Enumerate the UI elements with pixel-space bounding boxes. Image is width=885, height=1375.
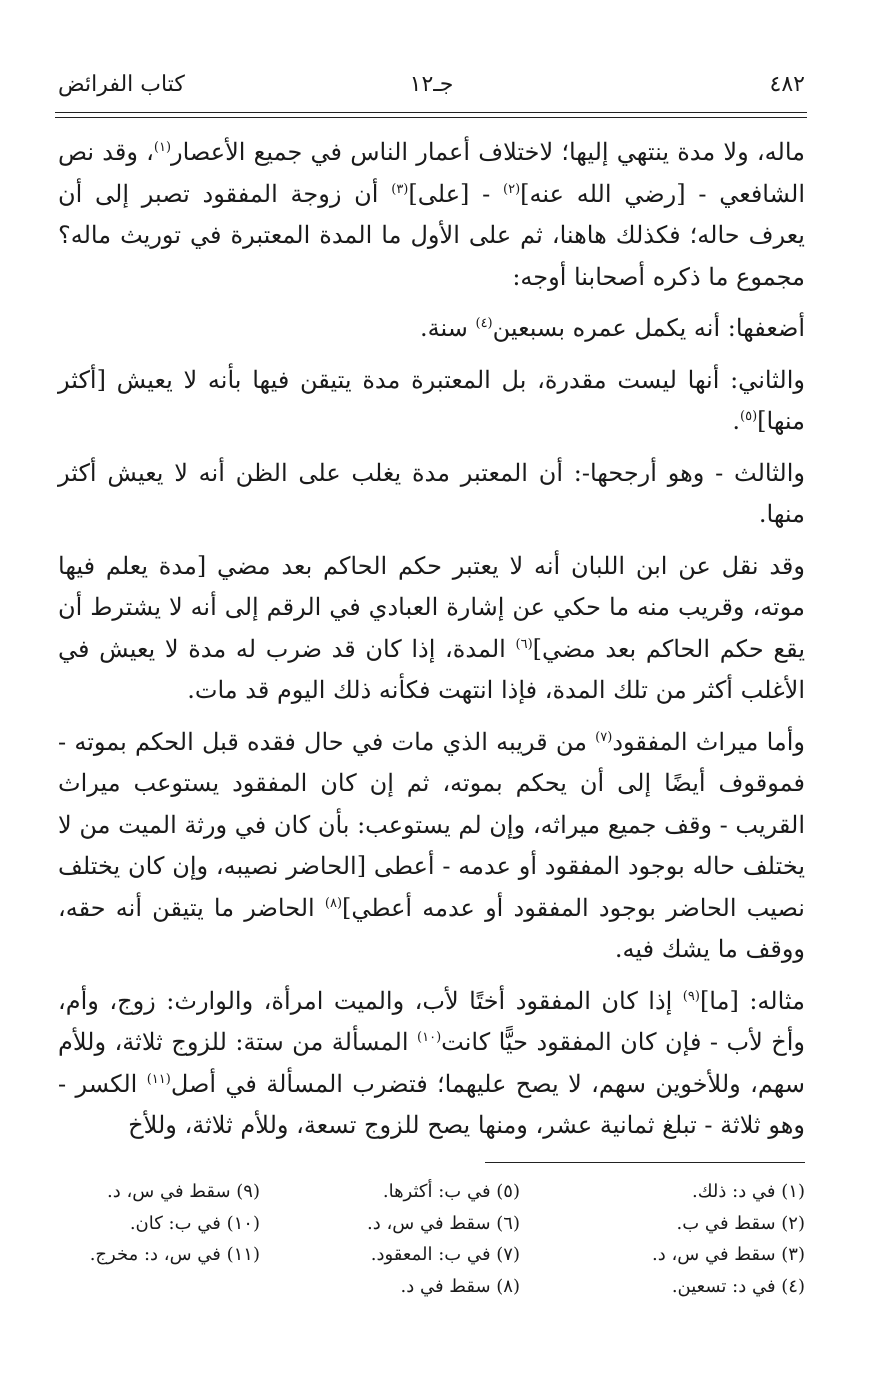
text-run: من قريبه الذي مات في حال فقده قبل الحكم بموته - فموقوف أيضًا إلى أن يحكم بموته، ثم إن كان المفقود يستوعب ميراث القريب - وقف جميع ميراثه، وإن لم يستوعب: بأن كان في ورثة الميت من لا يختلف حاله بوجود المفقود أو عدمه - أعطى [الحاضر نصيبه، وإن كان يختلف نصيب الحاضر بوجود المفقود أو عدمه أعطي]	[58, 727, 805, 922]
text-run: - [على]	[408, 179, 504, 208]
footnote: (٢) سقط في ب.	[676, 1212, 805, 1234]
text-run: وقد نقل عن ابن اللبان أنه لا يعتبر حكم الحاكم بعد مضي [مدة يعلم فيها موته، وقريب منه ما حكي عن إشارة العبادي في الرقم إلى أنه لا يشترط أن يقع حكم الحاكم بعد مضي]	[58, 551, 806, 663]
footnote-ref: (٥)	[740, 409, 758, 424]
text-run: ، وقد نص الشافعي - [رضي الله عنه]	[58, 138, 805, 208]
page-number: ٤٨٢	[769, 72, 805, 97]
footnote: (١) في د: ذلك.	[692, 1181, 805, 1202]
footnote-ref: (٧)	[595, 729, 613, 745]
footnote-column-1	[555, 1176, 805, 1302]
text-run: الكسر - وهو ثلاثة - تبلغ ثمانية عشر، ومنها يصح للزوج تسعة، وللأم ثلاثة، وللأخ	[58, 1069, 805, 1139]
text-run: المسألة من ستة: للزوج ثلاثة، وللأم سهم، وللأخوين سهم، لا يصح عليهما؛ فتضرب المسألة في أصل	[58, 1028, 805, 1098]
header-rule-top	[55, 112, 807, 113]
text-run: وأما ميراث المفقود	[612, 727, 805, 756]
footnote: (٧) في ب: المعقود.	[370, 1244, 520, 1265]
footnote-ref: (٤)	[475, 316, 493, 331]
footnote: (٤) في د: تسعين.	[671, 1275, 805, 1297]
running-header	[58, 72, 805, 106]
text-run: .	[732, 407, 741, 435]
footnote: (٨) سقط في د.	[400, 1275, 520, 1297]
text-run: والثاني: أنها ليست مقدرة، بل المعتبرة مدة يتيقن فيها بأنه لا يعيش [أكثر منها]	[58, 365, 805, 435]
footnote: (٣) سقط في س، د.	[651, 1244, 805, 1265]
paragraph	[58, 308, 805, 350]
paragraph	[58, 360, 805, 443]
footnote-ref: (٩)	[682, 988, 700, 1004]
book-title: كتاب الفرائض	[58, 72, 185, 97]
footnote-column-2	[270, 1176, 520, 1302]
footnote: (٦) سقط في س، د.	[366, 1212, 520, 1234]
paragraph	[58, 453, 805, 536]
footnote: (٩) سقط في س، د.	[106, 1181, 260, 1202]
text-run: المدة، إذا كان قد ضرب له مدة لا يعيش في الأغلب أكثر من تلك المدة، فإذا انتهت فكأنه ذلك اليوم قد مات.	[58, 634, 805, 704]
paragraph	[58, 546, 805, 712]
footnote-ref: (١١)	[146, 1071, 171, 1087]
paragraph	[58, 981, 805, 1147]
text-run: ماله، ولا مدة ينتهي إليها؛ لاختلاف أعمار الناس في جميع الأعصار	[171, 138, 805, 166]
text-run: الحاضر ما يتيقن أنه حقه، ووقف ما يشك فيه.	[58, 893, 805, 963]
main-text	[58, 132, 805, 1147]
text-run: والثالث - وهو أرجحها-: أن المعتبر مدة يغلب على الظن أنه لا يعيش أكثر منها.	[58, 458, 805, 528]
text-run: أن زوجة المفقود تصبر إلى أن يعرف حاله؛ فكذلك هاهنا، ثم على الأول ما المدة المعتبرة في توريث ماله؟ مجموع ما ذكره أصحابنا أوجه:	[58, 179, 805, 291]
footnote: (١١) في س، د: مخرج.	[89, 1244, 260, 1265]
footnote-ref: (٦)	[515, 636, 533, 652]
text-run: أضعفها: أنه يكمل عمره بسبعين	[492, 314, 805, 342]
footnote: (٥) في ب: أكثرها.	[382, 1181, 520, 1202]
footnote-ref: (٢)	[503, 181, 521, 197]
footnote-column-3	[10, 1176, 260, 1271]
footnote-ref: (٨)	[324, 895, 343, 911]
footnotes	[58, 1176, 805, 1316]
paragraph	[58, 132, 805, 298]
volume-label: جـ١٢	[409, 72, 454, 97]
text-run: سنة.	[420, 314, 476, 342]
footnote-ref: (١٠)	[417, 1030, 442, 1045]
paragraph	[58, 722, 805, 971]
footnote-ref: (٣)	[391, 181, 409, 197]
text-run: إذا كان المفقود أختًا لأب، والميت امرأة، والوارث: زوج، وأم، وأخ لأب - فإن كان المفقود حيًّا كانت	[58, 986, 805, 1056]
text-run: مثاله: [ما]	[699, 986, 805, 1015]
footnote-ref: (١)	[153, 140, 172, 155]
footnote: (١٠) في ب: كان.	[129, 1212, 260, 1234]
footnote-separator	[485, 1162, 805, 1163]
header-rule-bottom	[55, 117, 807, 118]
